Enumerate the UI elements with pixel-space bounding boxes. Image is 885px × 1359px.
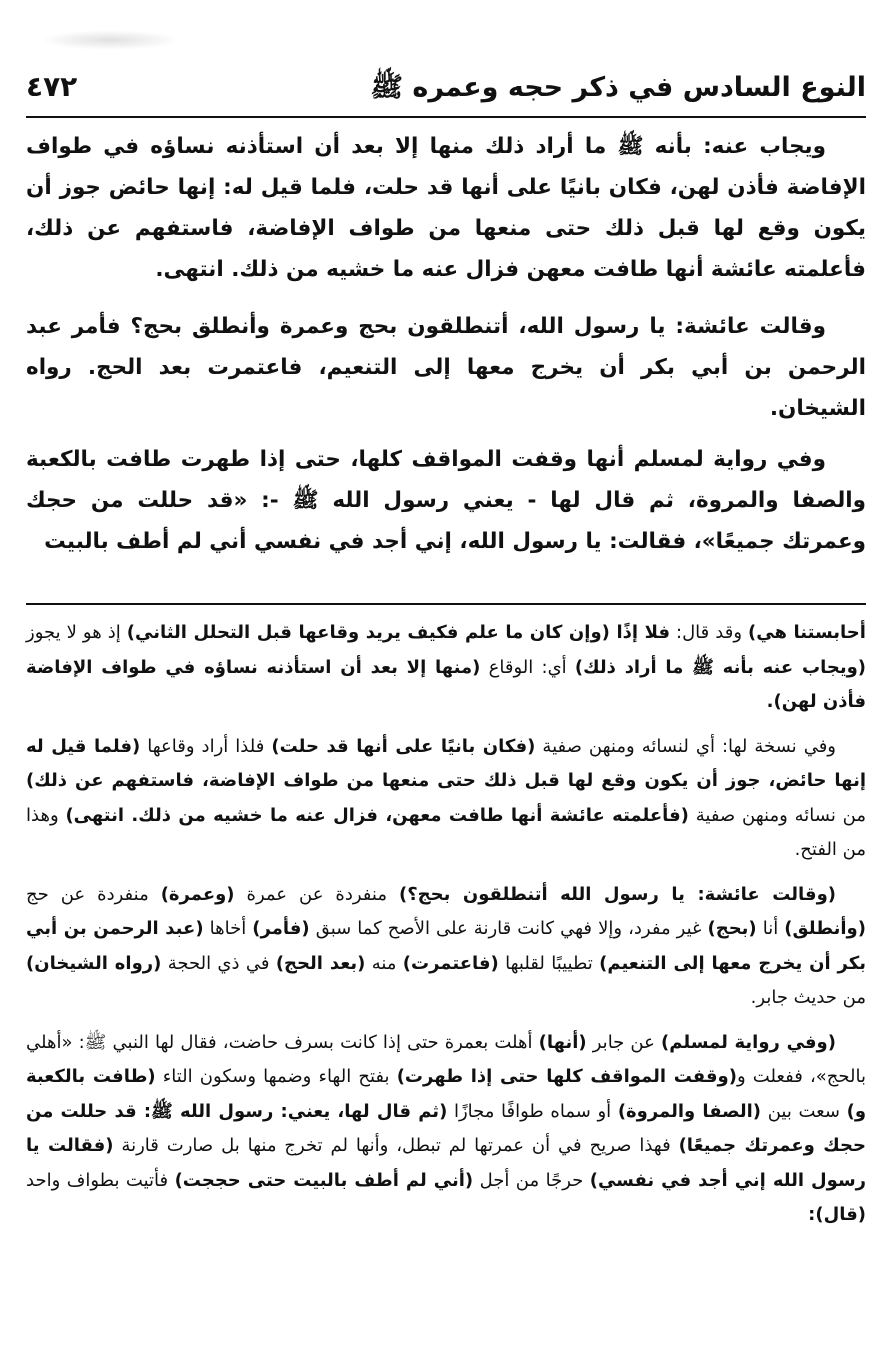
commentary-bold-text: (فأعلمته عائشة أنها طافت معهن، فزال عنه ما خشيه من ذلك. انتهى) [65, 804, 689, 826]
commentary-bold-text: (رواه الشيخان) [26, 952, 162, 974]
commentary-text: أي: الوقاع [480, 656, 575, 678]
commentary-bold-text: (قال): [808, 1204, 866, 1225]
commentary-bold-text: أحابستنا هي) [748, 622, 866, 643]
commentary-text: إذ هو لا يجوز [26, 622, 127, 643]
commentary-bold-text: (بعد الحج) [275, 952, 366, 974]
commentary-text: وهذا من الفتح. [26, 804, 866, 860]
page-header [26, 60, 866, 120]
commentary-text: وفي نسخة لها: أي لنسائه ومنهن صفية [535, 735, 836, 757]
commentary-bold-text: (فقالت يا رسول الله إني أجد في نفسي) [26, 1135, 867, 1191]
commentary-bold-text: (وقالت عائشة: يا رسول الله أتنطلقون بحج؟) [398, 883, 836, 905]
commentary-separator-rule [26, 603, 866, 605]
commentary-bold-text: (منها إلا بعد أن استأذنه نساؤه في طواف الإفاضة فأذن لهن). [26, 656, 866, 712]
commentary-bold-text: (فأمر) [252, 918, 310, 939]
main-paragraph: وفي رواية لمسلم أنها وقفت المواقف كلها، حتى إذا طهرت طافت بالكعبة والصفا والمروة، ثم قال لها - يعني رسول الله ﷺ -: «قد حللت من حجك وعمرتك جميعًا»، فقالت: يا رسول الله، إني أجد في نفسي أني لم أطف بالبيت [26, 447, 866, 554]
commentary-text: فلذا أراد وقاعها [140, 735, 272, 757]
commentary-text: عن جابر [586, 1031, 661, 1053]
scan-smudge [40, 30, 180, 50]
commentary-bold-text: (فاعتمرت) [402, 952, 499, 974]
commentary-text: بفتح الهاء وضمها وسكون التاء [155, 1066, 397, 1087]
main-paragraph: وقالت عائشة: يا رسول الله، أتنطلقون بحج وعمرة وأنطلق بحج؟ فأمر عبد الرحمن بن أبي بكر أن يخرج معها إلى التنعيم، فاعتمرت بعد الحج. رواه الشيخان. [26, 314, 866, 421]
commentary-bold-text: (ثم قال لها، يعني: رسول الله ﷺ: قد حللت من حجك وعمرتك جميعًا) [26, 1100, 866, 1156]
commentary-text: منفردة عن حج [26, 883, 161, 905]
main-paragraph: ويجاب عنه: بأنه ﷺ ما أراد ذلك منها إلا بعد أن استأذنه نساؤه في طواف الإفاضة فأذن لهن، فكان بانيًا على أنها قد حلت، فلما قيل له: إنها حائض جوز أن يكون وقع لها قبل ذلك حتى منعها من طواف الإفاضة، فاستفهم عن ذلك، فأعلمته عائشة أنها طافت معهن فزال عنه ما خشيه من ذلك. انتهى. [26, 134, 866, 282]
commentary-bold-text: (فلما قيل له إنها حائض، جوز أن يكون وقع لها قبل ذلك حتى منعها من طواف الإفاضة، فاستفهم عن ذلك) [26, 735, 866, 791]
commentary-bold-text: (وعمرة) [160, 883, 235, 905]
commentary-bold-text: (فكان بانيًا على أنها قد حلت) [271, 735, 536, 757]
commentary-text: أنا [756, 918, 785, 939]
main-text [26, 126, 866, 578]
header-rule [26, 116, 866, 118]
commentary-bold-text: (طافت بالكعبة و) [26, 1066, 867, 1122]
commentary-paragraph [26, 878, 866, 1016]
commentary-bold-text: (ويجاب عنه بأنه ﷺ ما أراد ذلك) [574, 656, 866, 678]
commentary-text: غير مفرد، وإلا فهي كانت قارنة على الأصح كما سبق [309, 918, 708, 939]
commentary-bold-text: فلا إذًا (وإن كان ما علم فكيف يريد وقاعها قبل التحلل الثاني) [126, 622, 671, 643]
commentary-text: من نسائه ومنهن صفية [688, 804, 866, 826]
commentary-bold-text: (أنها) [538, 1031, 587, 1053]
commentary-bold-text: (وقفت المواقف كلها حتى إذا طهرت) [396, 1066, 737, 1087]
commentary-bold-text: (الصفا والمروة) [617, 1100, 762, 1122]
commentary-text: منه [365, 952, 403, 974]
commentary-text: أخاها [203, 918, 253, 939]
commentary-text: حرجًا من أجل [473, 1169, 590, 1191]
commentary-text: سعت بين [761, 1100, 847, 1122]
commentary-text: وقد قال: [670, 622, 749, 643]
commentary-text: فهذا صريح في أن عمرتها لم تبطل، وأنها لم تخرج منها بل صارت قارنة [113, 1135, 679, 1156]
running-title: النوع السادس في ذكر حجه وعمره ﷺ [370, 72, 866, 103]
commentary-bold-text: (وأنطلق) [784, 918, 866, 939]
commentary [26, 616, 866, 1243]
commentary-text: أو سماه طوافًا مجازًا [447, 1100, 618, 1122]
commentary-bold-text: (عبد الرحمن بن أبي بكر أن يخرج معها إلى التنعيم) [26, 918, 866, 974]
commentary-text: فأتيت بطواف واحد [26, 1169, 175, 1191]
commentary-text: من حديث جابر. [750, 987, 866, 1008]
commentary-paragraph [26, 730, 866, 868]
commentary-paragraph [26, 1026, 866, 1233]
commentary-text: تطييبًا لقلبها [498, 952, 600, 974]
commentary-bold-text: (بحج) [707, 918, 757, 939]
commentary-bold-text: (أني لم أطف بالبيت حتى حججت) [174, 1169, 474, 1191]
commentary-bold-text: (وفي رواية لمسلم) [661, 1031, 836, 1053]
commentary-text: منفردة عن عمرة [234, 883, 399, 905]
book-page [26, 60, 866, 1350]
page-number: ٤٧٢ [26, 70, 78, 103]
commentary-text: أهلت بعمرة حتى إذا كانت بسرف حاضت، فقال لها النبي ﷺ: «أهلي بالحج»، ففعلت و [26, 1031, 867, 1087]
commentary-paragraph [26, 616, 866, 720]
commentary-text: في ذي الحجة [161, 952, 276, 974]
